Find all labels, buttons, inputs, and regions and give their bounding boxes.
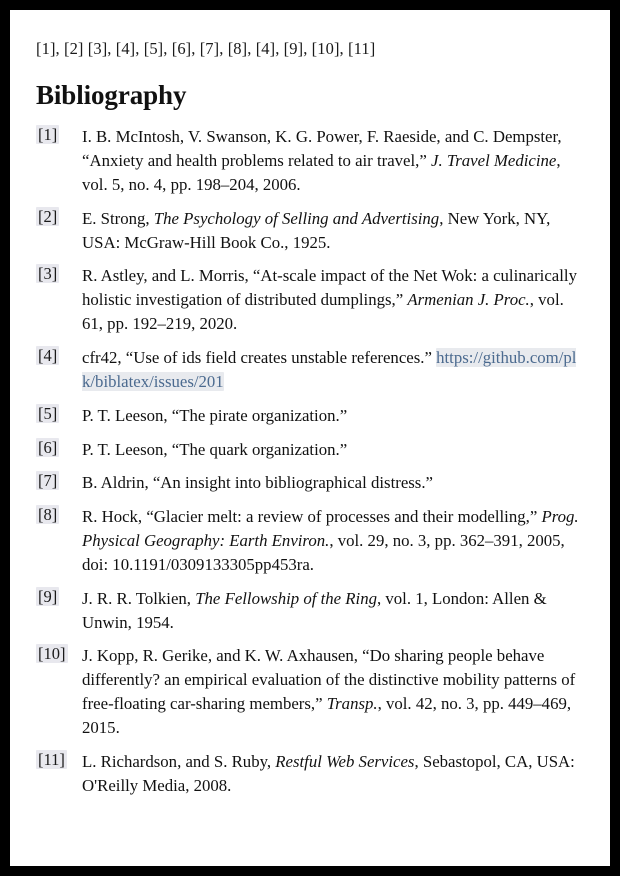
entry-title-italic: The Psychology of Selling and Advertising [153,208,440,228]
entry-text-run: , vol. 1, London: Allen & Unwin, 1954. [82,588,547,632]
entry-text-run: P. T. Leeson, “The quark organization.” [82,439,348,459]
entry-label-text: [10] [38,644,66,664]
entry-url-link[interactable]: https://github.com/plk/biblatex/issues/201 [82,348,577,391]
entry-label[interactable] [36,404,82,424]
entry-label-text: [4] [38,346,58,366]
entry-text-run: , New York, NY, USA: McGraw-Hill Book Co., 1925. [82,208,551,252]
bibliography-entry [36,471,584,495]
entry-text-run: L. Richardson, and S. Ruby, [82,751,276,771]
entry-text-run: J. R. R. Tolkien, [82,588,196,608]
entry-text-run: E. Strong, [82,208,154,228]
entry-label-text: [2] [38,206,58,226]
entry-label-text: [1] [38,125,58,145]
bibliography-entry [36,264,584,336]
entry-text [82,587,584,635]
entry-text [82,207,584,255]
bibliography-heading: Bibliography [36,80,187,111]
bibliography-entry [36,750,584,798]
entry-title-italic: Transp. [326,694,378,714]
entry-text-run: I. B. McIntosh, V. Swanson, K. G. Power, F. Raeside, and C. Dempster, “Anxiety and health problems related to air travel,” [82,127,562,171]
entry-label-text: [6] [38,437,58,457]
entry-label[interactable] [36,750,82,770]
document-page [10,10,610,866]
entry-text-run: , vol. 42, no. 3, pp. 449–469, 2015. [82,694,572,737]
entry-text-run: , vol. 5, no. 4, pp. 198–204, 2006. [82,151,561,194]
entry-text [82,404,584,428]
entry-title-italic: Prog. Physical Geography: Earth Environ. [82,507,579,551]
bibliography-entry [36,587,584,635]
entry-label[interactable] [36,644,82,664]
entry-label-text: [9] [38,586,58,606]
entry-label-text: [5] [38,403,58,423]
entry-label-text: [8] [38,505,58,525]
bibliography-entry [36,125,584,197]
entry-text [82,750,584,798]
bibliography-entry [36,207,584,255]
entry-title-italic: J. Travel Medicine [431,151,557,171]
entry-text [82,471,584,495]
entry-text-run: R. Hock, “Glacier melt: a review of processes and their modelling,” [82,507,542,527]
bibliography-entry [36,346,584,394]
entry-text-run: , Sebastopol, CA, USA: O'Reilly Media, 2008. [82,751,575,795]
entry-label[interactable] [36,264,82,284]
entry-title-italic: Armenian J. Proc. [407,290,530,310]
bibliography-entry [36,644,584,739]
entry-text-run: cfr42, “Use of ids field creates unstable references.” [82,348,437,368]
entry-title-italic: Restful Web Services [275,751,415,771]
inline-citation-text: [1], [2] [3], [4], [5], [6], [7], [8], [4], [9], [10], [11] [36,39,376,58]
bibliography-entry [36,404,584,428]
entry-text-run: P. T. Leeson, “The pirate organization.” [82,405,348,425]
entry-text [82,644,584,739]
entry-text [82,346,584,394]
entry-label[interactable] [36,125,82,145]
entry-label-text: [11] [38,749,65,769]
entry-label[interactable] [36,438,82,458]
entry-label[interactable] [36,471,82,491]
bibliography-list [36,125,584,797]
inline-citation-line [36,38,584,60]
entry-label[interactable] [36,207,82,227]
entry-label[interactable] [36,505,82,525]
bibliography-entry [36,438,584,462]
entry-text-run: R. Astley, and L. Morris, “At-scale impact of the Net Wok: a culinarically holistic investigation of distributed dumplings,” [82,266,577,310]
entry-text [82,125,584,197]
entry-text-run: B. Aldrin, “An insight into bibliographical distress.” [82,473,433,493]
entry-title-italic: The Fellowship of the Ring [195,588,377,608]
entry-text-run: , vol. 29, no. 3, pp. 362–391, 2005, doi: 10.1191/0309133305pp453ra. [82,531,565,574]
entry-label-text: [3] [38,264,58,284]
bibliography-entry [36,505,584,577]
entry-text-run: , vol. 61, pp. 192–219, 2020. [82,290,564,334]
entry-text [82,264,584,336]
entry-label[interactable] [36,346,82,366]
entry-label[interactable] [36,587,82,607]
entry-text-run: J. Kopp, R. Gerike, and K. W. Axhausen, “Do sharing people behave differently? an empirical evaluation of the distinctive mobility patterns of free-floating car-sharing members,” [82,646,576,714]
entry-label-text: [7] [38,471,58,491]
entry-text [82,438,584,462]
entry-text [82,505,584,577]
